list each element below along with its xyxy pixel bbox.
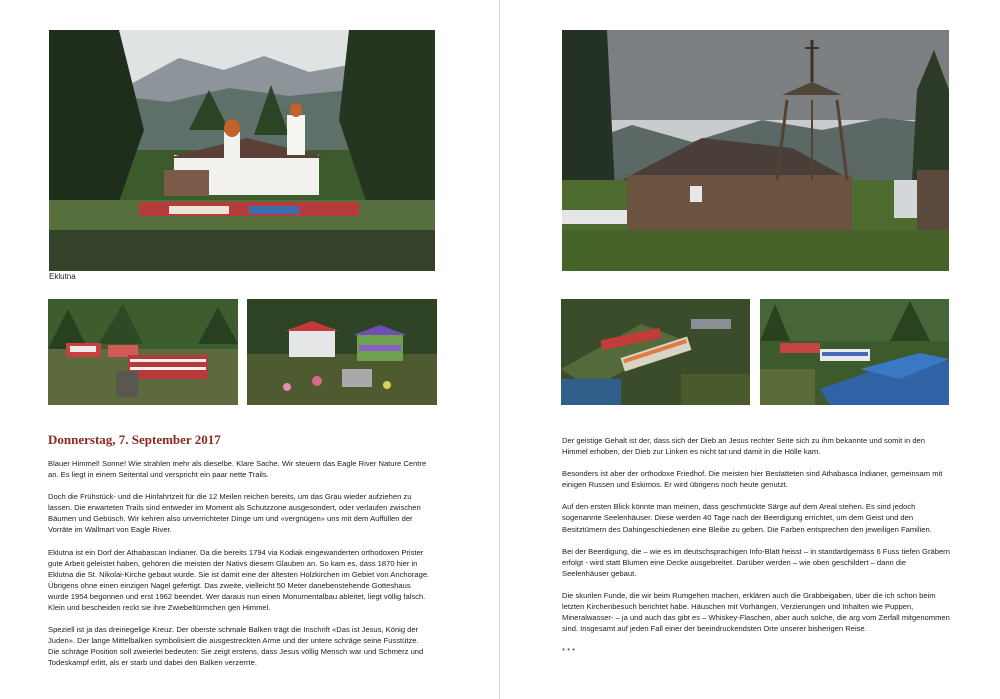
photo-spirit-houses: [247, 299, 437, 405]
paragraph: Auf den ersten Blick könnte man meinen, dass geschmückte Särge auf dem Areal stehen. Es sind jedoch sogenannte Seelenhäuser. Diese werden 40 Tage nach der Beerdigung errichtet, um dem Geist und den Besitztümern des Dahingeschiedenen eine Bleibe zu geben. Die Farben entsprechen den jeweiligen Familien.: [562, 502, 932, 534]
left-text-column: [48, 458, 430, 680]
right-text-column: [562, 435, 952, 667]
paragraph: Speziell ist ja das dreiriegelige Kreuz. Der oberste schmale Balken trägt die Inschrift «Das ist Jesus, König der Juden». Der lange Mittelbalken symbolisiert die ausgestreckten Arme und der untere schräge seine Fusstütze. Die schräge Position soll zweierlei bedeuten: Sie zeigt erstens, dass Jesus völlig Mensch war und Schmerz und Todeskampf erlitt, als er starb und dabei den Balken verzerrte.: [48, 625, 424, 668]
photo-blue-grave-houses: [760, 299, 949, 405]
page-gutter: [499, 0, 500, 699]
paragraph: Die skurilen Funde, die wir beim Rumgehen machen, erklären auch die Grabbeigaben, über die ich schon beim letzten Kirchenbesuch berichtet habe. Häuschen mit Vorhängen, Verzierungen und Inhalten wie Puppen, Mineralwasser- – ja und auch das gibt es – Whiskey-Flaschen, aber auch solche, die arg vom Zerfall mitgenommen sind. Insgesamt auf jeden Fall einer der beeindruckendsten Orte unserer bisherigen Reise.: [562, 590, 950, 634]
entry-date-heading: Donnerstag, 7. September 2017: [48, 432, 221, 447]
section-end-marker: * * *: [562, 646, 576, 656]
photo-log-church: [562, 30, 949, 271]
photo-cemetery-houses: [48, 299, 238, 405]
paragraph: Der geistige Gehalt ist der, dass sich der Dieb an Jesus rechter Seite sich zu ihm bekannte und somit in den Himmel erhoben, der Dieb zur Linken es nicht tat und damit in die Hölle kam.: [562, 436, 926, 457]
paragraph: Eklutna ist ein Dorf der Athabascan Indianer. Da die bereits 1794 via Kodiak eingewanderten orthodoxen Prister gute Arbeit geleistet haben, gehören die meisten der Nativs diesem Glauben an. So kam es, dass 1870 hier in Eklutna die St. Nikolai-Kirche gebaut wurde. Sie ist damit eine der ältesten Holzkirchen im Gebiet von Anchorage. Übrigens ohne einen einzigen Nagel gefertigt. Das zweite, vielleicht 50 Meter danebenstehende Gotteshaus wurde 1954 begonnen und erst 1962 beendet. Wer daraus nun einen Monumentalbau ableitet, liegt völlig falsch. Klein und bescheiden reckt sie ihre Zwiebeltürmchen gen Himmel.: [48, 547, 430, 613]
paragraph: Blauer Himmel! Sonne! Wie strahlen mehr als dieselbe. Klare Sache. Wir steuern das Eagle River Nature Centre an. Es liegt in einem Seitental und verspricht ein paar nette Trails.: [48, 459, 427, 480]
photo-cemetery-overgrown: [561, 299, 750, 405]
photo-eklutna-church: [49, 30, 435, 271]
paragraph: Besonders ist aber der orthodoxe Friedhof. Die meisten hier Bestatteten sind Athabasca Indianer, gemeinsam mit einigen Russen und Eskimos. Er wird übrigens noch heute genutzt.: [562, 469, 943, 490]
paragraph: Bei der Beerdigung, die – wie es im deutschsprachigen Info-Blatt heisst – in standardgemäss 6 Fuss tiefen Gräbern erfolgt - wird statt Blumen eine Decke ausgebreitet. Darüber werden – wie oben geschildert – dann die Seelenhäuser gebaut.: [562, 546, 950, 578]
photo-caption: Eklutna: [49, 272, 76, 281]
paragraph: Doch die Frühstück- und die Hinfahrtzeit für die 12 Meilen reichen bereits, um das Grau wieder aufziehen zu lassen. Die erwarteten Trails sind entweder im Moment als Schutzzone ausgesondert, oder verlaufen zwischen Bäumen und Gebüsch. Wir kehren also unverrichteter Dinge um und «vergnügen» uns mit dem Auffüllen der Vorräte im Wallmart von Eagle River.: [48, 492, 421, 535]
